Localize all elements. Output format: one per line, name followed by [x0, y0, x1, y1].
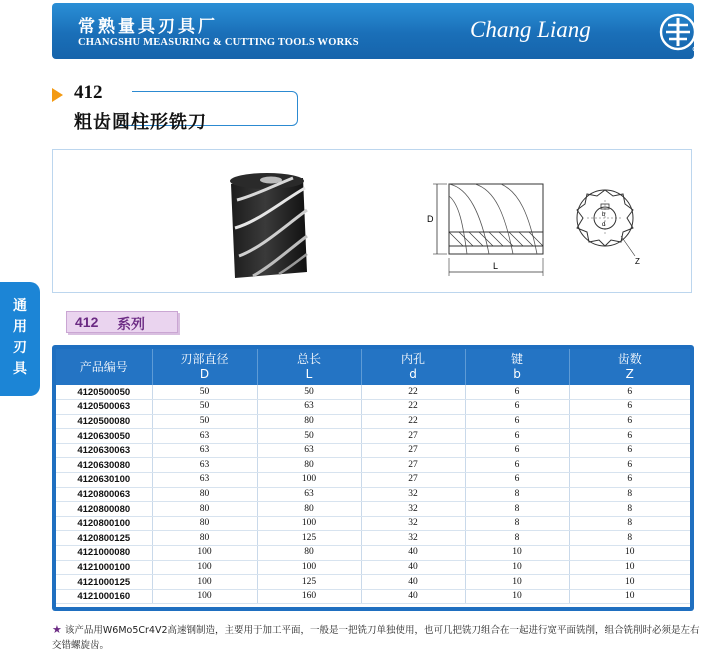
table-cell: 10 — [465, 575, 569, 590]
table-cell: 6 — [465, 443, 569, 458]
table-body — [56, 385, 690, 604]
product-image-panel — [52, 149, 692, 293]
table-cell: 8 — [465, 487, 569, 502]
table-cell: 6 — [465, 400, 569, 415]
table-cell: 6 — [465, 458, 569, 473]
table-cell: 4121000125 — [56, 575, 152, 590]
chang-liang-logo-icon — [658, 12, 698, 52]
table-cell: 6 — [465, 385, 569, 400]
table-row — [56, 473, 690, 488]
product-name: 粗齿圆柱形铣刀 — [74, 112, 207, 133]
table-header-cell — [361, 349, 465, 385]
table-header-name: 产品编号 — [79, 359, 128, 374]
dimension-label-D: D — [427, 214, 434, 224]
table-cell: 160 — [257, 589, 361, 604]
company-name-cn: 常熟量具刃具厂 — [78, 17, 218, 37]
product-note — [52, 622, 702, 653]
series-code: 412 — [75, 314, 99, 330]
table-header-symbol: L — [305, 367, 313, 381]
header-banner — [52, 3, 694, 59]
table-header-cell — [56, 349, 152, 385]
table-cell: 63 — [152, 458, 257, 473]
table-cell: 4120800125 — [56, 531, 152, 546]
table-cell: 8 — [569, 502, 690, 517]
spec-table — [56, 349, 690, 604]
table-cell: 100 — [257, 516, 361, 531]
table-cell: 27 — [361, 443, 465, 458]
table-cell: 4120630080 — [56, 458, 152, 473]
table-row — [56, 429, 690, 444]
table-cell: 6 — [465, 414, 569, 429]
table-cell: 4120500050 — [56, 385, 152, 400]
table-header-cell — [465, 349, 569, 385]
table-cell: 100 — [152, 575, 257, 590]
category-side-tab[interactable] — [0, 282, 40, 396]
table-cell: 4120800063 — [56, 487, 152, 502]
table-cell: 100 — [152, 589, 257, 604]
table-row — [56, 531, 690, 546]
table-header-symbol: D — [199, 367, 210, 381]
table-cell: 10 — [465, 589, 569, 604]
table-header-symbol: Z — [625, 367, 634, 381]
table-row — [56, 516, 690, 531]
table-cell: 10 — [569, 560, 690, 575]
table-cell: 8 — [569, 487, 690, 502]
table-cell: 63 — [257, 400, 361, 415]
table-cell: 32 — [361, 516, 465, 531]
table-cell: 4121000160 — [56, 589, 152, 604]
cutter-side-view-drawing — [419, 174, 559, 282]
table-cell: 4120800100 — [56, 516, 152, 531]
dimension-label-L: L — [493, 261, 499, 271]
table-cell: 6 — [569, 443, 690, 458]
table-header-name: 内孔 — [400, 352, 425, 366]
table-header-name: 键 — [510, 352, 523, 366]
table-header-symbol: d — [409, 367, 417, 381]
table-cell: 32 — [361, 531, 465, 546]
table-cell: 125 — [257, 575, 361, 590]
table-header-cell — [152, 349, 257, 385]
table-row — [56, 487, 690, 502]
table-cell: 63 — [257, 443, 361, 458]
table-cell: 4120800080 — [56, 502, 152, 517]
table-cell: 40 — [361, 575, 465, 590]
product-note-text: 该产品用W6Mo5Cr4V2高速钢制造，主要用于加工平面，一般是一把铣刀单独使用，也可几把铣刀组合在一起进行宽平面铣削，组合铣削时必须是左右交错螺旋齿。 — [52, 625, 700, 651]
milling-cutter-photo — [223, 170, 313, 282]
table-cell: 80 — [257, 502, 361, 517]
table-cell: 50 — [257, 429, 361, 444]
dimension-label-d: d — [602, 222, 606, 228]
table-cell: 50 — [152, 385, 257, 400]
table-cell: 80 — [257, 458, 361, 473]
table-cell: 63 — [257, 487, 361, 502]
table-header-symbol: b — [513, 367, 521, 381]
table-row — [56, 502, 690, 517]
play-arrow-icon — [52, 88, 63, 102]
table-header-name: 齿数 — [617, 352, 642, 366]
cutter-end-view-drawing — [565, 180, 647, 270]
table-cell: 80 — [152, 487, 257, 502]
table-row — [56, 458, 690, 473]
table-cell: 6 — [569, 473, 690, 488]
table-row — [56, 546, 690, 561]
table-cell: 4120500063 — [56, 400, 152, 415]
table-cell: 6 — [569, 400, 690, 415]
table-cell: 80 — [152, 516, 257, 531]
series-text: 系列 — [117, 317, 145, 333]
table-cell: 10 — [569, 589, 690, 604]
table-header-name: 总长 — [296, 352, 321, 366]
spec-table-frame — [52, 345, 694, 611]
table-cell: 8 — [465, 531, 569, 546]
table-cell: 6 — [569, 414, 690, 429]
table-cell: 8 — [569, 531, 690, 546]
table-cell: 80 — [152, 531, 257, 546]
star-icon: ★ — [52, 623, 62, 636]
table-cell: 125 — [257, 531, 361, 546]
series-label — [66, 311, 178, 333]
table-row — [56, 400, 690, 415]
table-cell: 10 — [465, 560, 569, 575]
table-cell: 63 — [152, 473, 257, 488]
table-header-name: 刃部直径 — [180, 352, 229, 366]
table-row — [56, 414, 690, 429]
table-cell: 63 — [152, 443, 257, 458]
table-cell: 100 — [257, 560, 361, 575]
table-cell: 40 — [361, 560, 465, 575]
table-cell: 50 — [152, 400, 257, 415]
table-cell: 40 — [361, 589, 465, 604]
table-cell: 27 — [361, 458, 465, 473]
table-cell: 6 — [569, 458, 690, 473]
table-row — [56, 575, 690, 590]
table-cell: 32 — [361, 502, 465, 517]
table-cell: 8 — [465, 516, 569, 531]
table-row — [56, 560, 690, 575]
table-cell: 50 — [152, 414, 257, 429]
product-code: 412 — [74, 82, 103, 103]
table-cell: 50 — [257, 385, 361, 400]
table-cell: 10 — [569, 575, 690, 590]
table-cell: 4120630100 — [56, 473, 152, 488]
company-name-en: CHANGSHU MEASURING & CUTTING TOOLS WORKS — [78, 37, 359, 48]
table-cell: 80 — [257, 546, 361, 561]
dimension-label-b: b — [602, 212, 606, 218]
table-cell: 6 — [465, 429, 569, 444]
dimension-label-Z: Z — [635, 257, 640, 266]
table-cell: 80 — [257, 414, 361, 429]
table-cell: 40 — [361, 546, 465, 561]
table-cell: 4120630063 — [56, 443, 152, 458]
table-cell: 32 — [361, 487, 465, 502]
table-cell: 27 — [361, 473, 465, 488]
table-cell: 22 — [361, 400, 465, 415]
table-cell: 8 — [569, 516, 690, 531]
table-cell: 4121000100 — [56, 560, 152, 575]
table-cell: 6 — [569, 385, 690, 400]
table-row — [56, 589, 690, 604]
table-cell: 63 — [152, 429, 257, 444]
table-cell: 80 — [152, 502, 257, 517]
brand-name: Chang Liang — [470, 17, 591, 42]
table-cell: 4121000080 — [56, 546, 152, 561]
table-cell: 100 — [257, 473, 361, 488]
table-header-cell — [569, 349, 690, 385]
table-cell: 8 — [465, 502, 569, 517]
table-cell: 6 — [465, 473, 569, 488]
table-cell: 10 — [569, 546, 690, 561]
table-cell: 6 — [569, 429, 690, 444]
table-cell: 100 — [152, 546, 257, 561]
table-cell: 27 — [361, 429, 465, 444]
table-header-row — [56, 349, 690, 385]
table-cell: 22 — [361, 414, 465, 429]
table-row — [56, 385, 690, 400]
category-side-tab-label: 通用刃具 — [13, 298, 27, 377]
table-cell: 4120500080 — [56, 414, 152, 429]
table-cell: 10 — [465, 546, 569, 561]
table-header-cell — [257, 349, 361, 385]
table-row — [56, 443, 690, 458]
table-cell: 22 — [361, 385, 465, 400]
table-cell: 4120630050 — [56, 429, 152, 444]
table-cell: 100 — [152, 560, 257, 575]
